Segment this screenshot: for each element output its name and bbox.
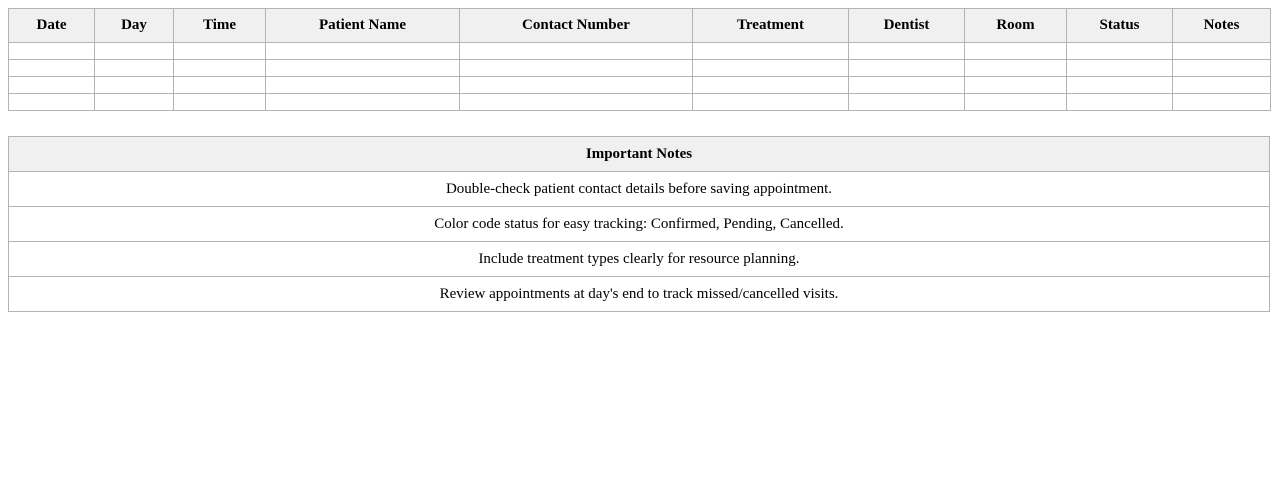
table-cell[interactable] <box>965 60 1067 77</box>
table-cell[interactable] <box>266 77 460 94</box>
table-cell[interactable] <box>266 60 460 77</box>
table-row <box>9 43 1271 60</box>
table-cell[interactable] <box>1067 60 1173 77</box>
table-header-row <box>9 9 1271 43</box>
note-row <box>9 277 1270 312</box>
note-text: Color code status for easy tracking: Confirmed, Pending, Cancelled. <box>9 207 1270 242</box>
column-header-room: Room <box>965 9 1067 43</box>
table-cell[interactable] <box>965 94 1067 111</box>
table-cell[interactable] <box>174 60 266 77</box>
column-header-patient-name: Patient Name <box>266 9 460 43</box>
table-cell[interactable] <box>965 43 1067 60</box>
important-notes-table <box>8 136 1270 312</box>
notes-heading: Important Notes <box>9 137 1270 172</box>
column-header-date: Date <box>9 9 95 43</box>
table-cell[interactable] <box>1173 94 1271 111</box>
table-cell[interactable] <box>9 94 95 111</box>
column-header-dentist: Dentist <box>849 9 965 43</box>
table-cell[interactable] <box>460 43 693 60</box>
table-cell[interactable] <box>849 43 965 60</box>
table-cell[interactable] <box>849 94 965 111</box>
table-cell[interactable] <box>460 77 693 94</box>
column-header-notes: Notes <box>1173 9 1271 43</box>
table-cell[interactable] <box>174 94 266 111</box>
note-text: Double-check patient contact details before saving appointment. <box>9 172 1270 207</box>
table-row <box>9 60 1271 77</box>
column-header-contact-number: Contact Number <box>460 9 693 43</box>
column-header-day: Day <box>95 9 174 43</box>
note-text: Review appointments at day's end to track missed/cancelled visits. <box>9 277 1270 312</box>
table-cell[interactable] <box>174 43 266 60</box>
table-cell[interactable] <box>1173 43 1271 60</box>
table-cell[interactable] <box>1067 77 1173 94</box>
table-cell[interactable] <box>95 60 174 77</box>
table-cell[interactable] <box>174 77 266 94</box>
table-cell[interactable] <box>9 60 95 77</box>
table-cell[interactable] <box>95 77 174 94</box>
appointments-table <box>8 8 1271 111</box>
table-cell[interactable] <box>9 43 95 60</box>
table-cell[interactable] <box>849 77 965 94</box>
table-cell[interactable] <box>1173 77 1271 94</box>
table-row <box>9 94 1271 111</box>
note-row <box>9 207 1270 242</box>
notes-header-row <box>9 137 1270 172</box>
note-row <box>9 172 1270 207</box>
table-cell[interactable] <box>849 60 965 77</box>
table-cell[interactable] <box>693 60 849 77</box>
table-cell[interactable] <box>460 94 693 111</box>
column-header-time: Time <box>174 9 266 43</box>
table-cell[interactable] <box>693 94 849 111</box>
note-row <box>9 242 1270 277</box>
table-cell[interactable] <box>1173 60 1271 77</box>
column-header-status: Status <box>1067 9 1173 43</box>
column-header-treatment: Treatment <box>693 9 849 43</box>
table-cell[interactable] <box>460 60 693 77</box>
table-cell[interactable] <box>95 94 174 111</box>
table-cell[interactable] <box>1067 43 1173 60</box>
table-cell[interactable] <box>693 43 849 60</box>
note-text: Include treatment types clearly for resource planning. <box>9 242 1270 277</box>
table-cell[interactable] <box>965 77 1067 94</box>
table-cell[interactable] <box>1067 94 1173 111</box>
table-cell[interactable] <box>266 94 460 111</box>
table-cell[interactable] <box>266 43 460 60</box>
table-cell[interactable] <box>9 77 95 94</box>
table-cell[interactable] <box>693 77 849 94</box>
table-row <box>9 77 1271 94</box>
table-cell[interactable] <box>95 43 174 60</box>
